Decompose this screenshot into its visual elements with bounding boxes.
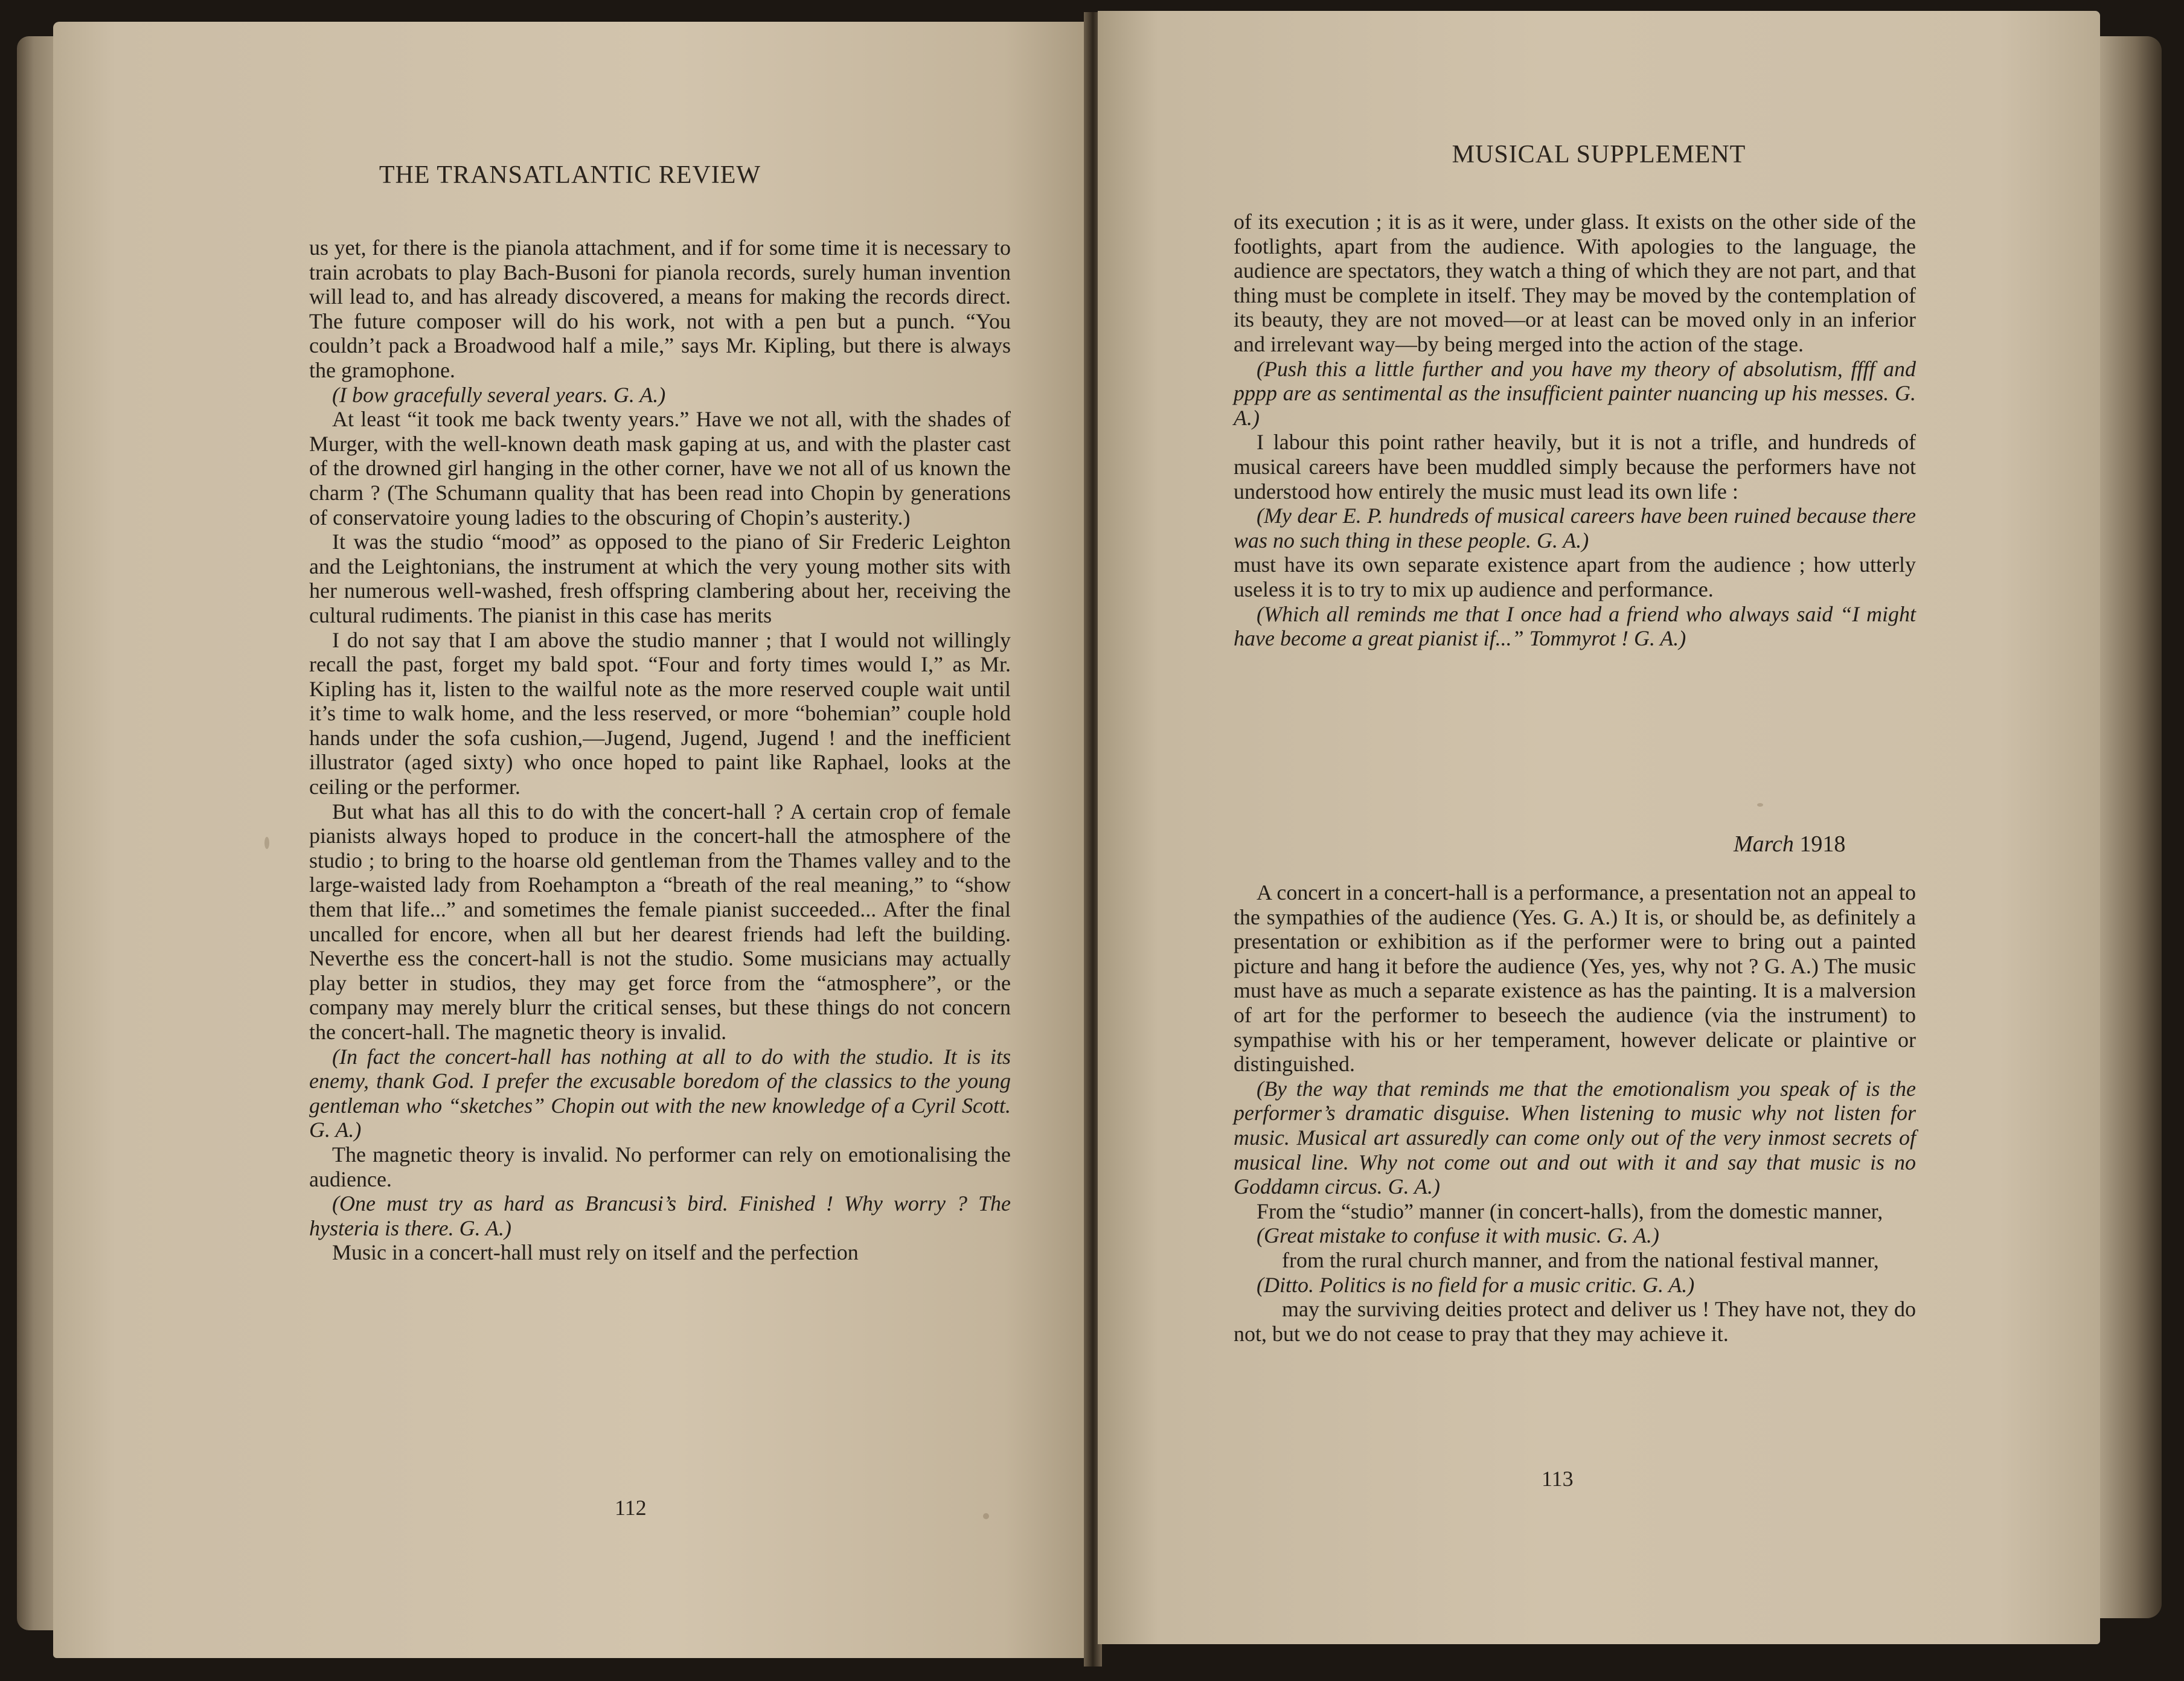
- right-page-body-bottom: [1234, 880, 1916, 1346]
- paragraph: I labour this point rather heavily, but it is not a trifle, and hundreds of musical careers have been muddled simply because the performers have not understood how entirely the music must lead its own life :: [1234, 430, 1916, 504]
- paragraph: I do not say that I am above the studio manner ; that I would not willingly recall the past, forget my bald spot. “Four and forty times would I,” as Mr. Kipling has it, listen to the wailful note as the more reserved couple wait until it’s time to walk home, and the less reserved, or more “bohemian” couple hold hands under the sofa cushion,—Jugend, Jugend, Jugend ! and the inefficient illustrator (aged sixty) who once hoped to paint like Raphael, looks at the ceiling or the performer.: [309, 627, 1011, 799]
- page-number-left: 112: [615, 1496, 647, 1520]
- editor-note: (Great mistake to confuse it with music. G. A.): [1257, 1223, 1659, 1248]
- paper-blemish: [264, 837, 269, 849]
- editor-note: (Which all reminds me that I once had a friend who always said “I might have become a great pianist if...” Tommyrot ! G. A.): [1234, 601, 1916, 651]
- paragraph: At least “it took me back twenty years.” Have we not all, with the shades of Murger, with the well-known death mask gaping at us, and with the plaster cast of the drowned girl hanging in the other corner, have we not all of us known the charm ? (The Schumann quality that has been read into Chopin by generations of conservatoire young ladies to the obscuring of Chopin’s austerity.): [309, 407, 1011, 530]
- paragraph: But what has all this to do with the concert-hall ? A certain crop of female pianists always hoped to produce in the concert-hall the atmosphere of the studio ; to bring to the hoarse old gentleman from the Thames valley and to the large-waisted lady from Roehampton a “breath of the real meaning,” to “show them that life...” and sometimes the female pianist succeeded... After the final uncalled for encore, when all but her dearest friends had left the building. Neverthe ess the concert-hall is not the studio. Some musicians may actually play better in studios, they may get force from the “atmosphere”, or the company may merely blurr the critical senses, but these things do not concern the concert-hall. The magnetic theory is invalid.: [309, 799, 1011, 1044]
- paragraph: It was the studio “mood” as opposed to the piano of Sir Frederic Leighton and the Leightonians, the instrument at which the very young mother sits with her numerous well-washed, fresh offspring clambering about her, receiving the cultural rudiments. The pianist in this case has merits: [309, 530, 1011, 627]
- dateline-year: 1918: [1799, 831, 1846, 857]
- editor-note: (In fact the concert-hall has nothing at all to do with the studio. It is its enemy, thank God. I prefer the excusable boredom of the classics to the young gentleman who “sketches” Chopin out with the new knowledge of a Cyril Scott. G. A.): [309, 1044, 1011, 1142]
- left-page: [53, 22, 1087, 1658]
- paragraph: From the “studio” manner (in concert-halls), from the domestic manner,: [1257, 1199, 1883, 1223]
- editor-note: (My dear E. P. hundreds of musical careers have been ruined because there was no such thing in these people. G. A.): [1234, 504, 1916, 552]
- paragraph: The magnetic theory is invalid. No performer can rely on emotionalising the audience.: [309, 1142, 1011, 1191]
- paper-blemish: [1757, 803, 1763, 807]
- paragraph: Music in a concert-hall must rely on itself and the perfection: [332, 1240, 859, 1265]
- running-head-right: MUSICAL SUPPLEMENT: [1452, 141, 1746, 168]
- running-head-left: THE TRANSATLANTIC REVIEW: [379, 161, 761, 189]
- editor-note: (Push this a little further and you have my theory of absolutism, ffff and pppp are as sentimental as the insufficient painter nuancing up his messes. G. A.): [1234, 356, 1916, 430]
- editor-note: (One must try as hard as Brancusi’s bird. Finished ! Why worry ? The hysteria is there. G. A.): [309, 1191, 1011, 1240]
- paragraph: may the surviving deities protect and deliver us ! They have not, they do not, but we do not cease to pray that they may achieve it.: [1234, 1297, 1916, 1346]
- paragraph: A concert in a concert-hall is a performance, a presentation not an appeal to the sympathies of the audience (Yes. G. A.) It is, or should be, as definitely a presentation or exhibition as if the performer were to bring out a painted picture and hang it before the audience (Yes, yes, why not ? G. A.) The music must have as much a separate existence as has the painting. It is a malversion of art for the performer to beseech the audience (via the instrument) to sympathise with his or her temperament, however delicate or plaintive or distinguished.: [1234, 880, 1916, 1077]
- page-number-right: 113: [1542, 1467, 1574, 1491]
- left-page-body: [309, 235, 1011, 1265]
- editor-note: (Ditto. Politics is no field for a music critic. G. A.): [1257, 1272, 1695, 1297]
- dateline: [1734, 831, 1845, 857]
- paper-blemish: [983, 1513, 989, 1519]
- right-page: [1098, 11, 2100, 1644]
- right-page-body-top: [1234, 210, 1916, 651]
- paragraph: from the rural church manner, and from the national festival manner,: [1282, 1247, 1879, 1272]
- editor-note: (By the way that reminds me that the emotionalism you speak of is the performer’s dramatic disguise. When listening to music why not listen for music. Musical art assuredly can come only out of the very inmost secrets of musical line. Why not come out and out with it and say that music is no Goddamn circus. G. A.): [1234, 1076, 1916, 1199]
- right-page-edges: [2095, 36, 2162, 1618]
- dateline-month: March: [1734, 831, 1794, 857]
- paragraph: us yet, for there is the pianola attachment, and if for some time it is necessary to train acrobats to play Bach-Busoni for pianola records, surely human invention will lead to, and has already discovered, a means for making the records direct. The future composer will do his work, not with a pen but a punch. “You couldn’t pack a Broadwood half a mile,” says Mr. Kipling, but there is always the gramophone.: [309, 235, 1011, 382]
- paragraph: must have its own separate existence apart from the audience ; how utterly useless it is to try to mix up audience and performance.: [1234, 552, 1916, 601]
- editor-note: (I bow gracefully several years. G. A.): [332, 382, 666, 407]
- paragraph: of its execution ; it is as it were, under glass. It exists on the other side of the footlights, apart from the audience. With apologies to the language, the audience are spectators, they watch a thing of which they are not part, and that thing must be complete in itself. They may be moved by the contemplation of its beauty, they are not moved—or at least can be moved only in an inferior and irrelevant way—by being merged into the action of the stage.: [1234, 210, 1916, 356]
